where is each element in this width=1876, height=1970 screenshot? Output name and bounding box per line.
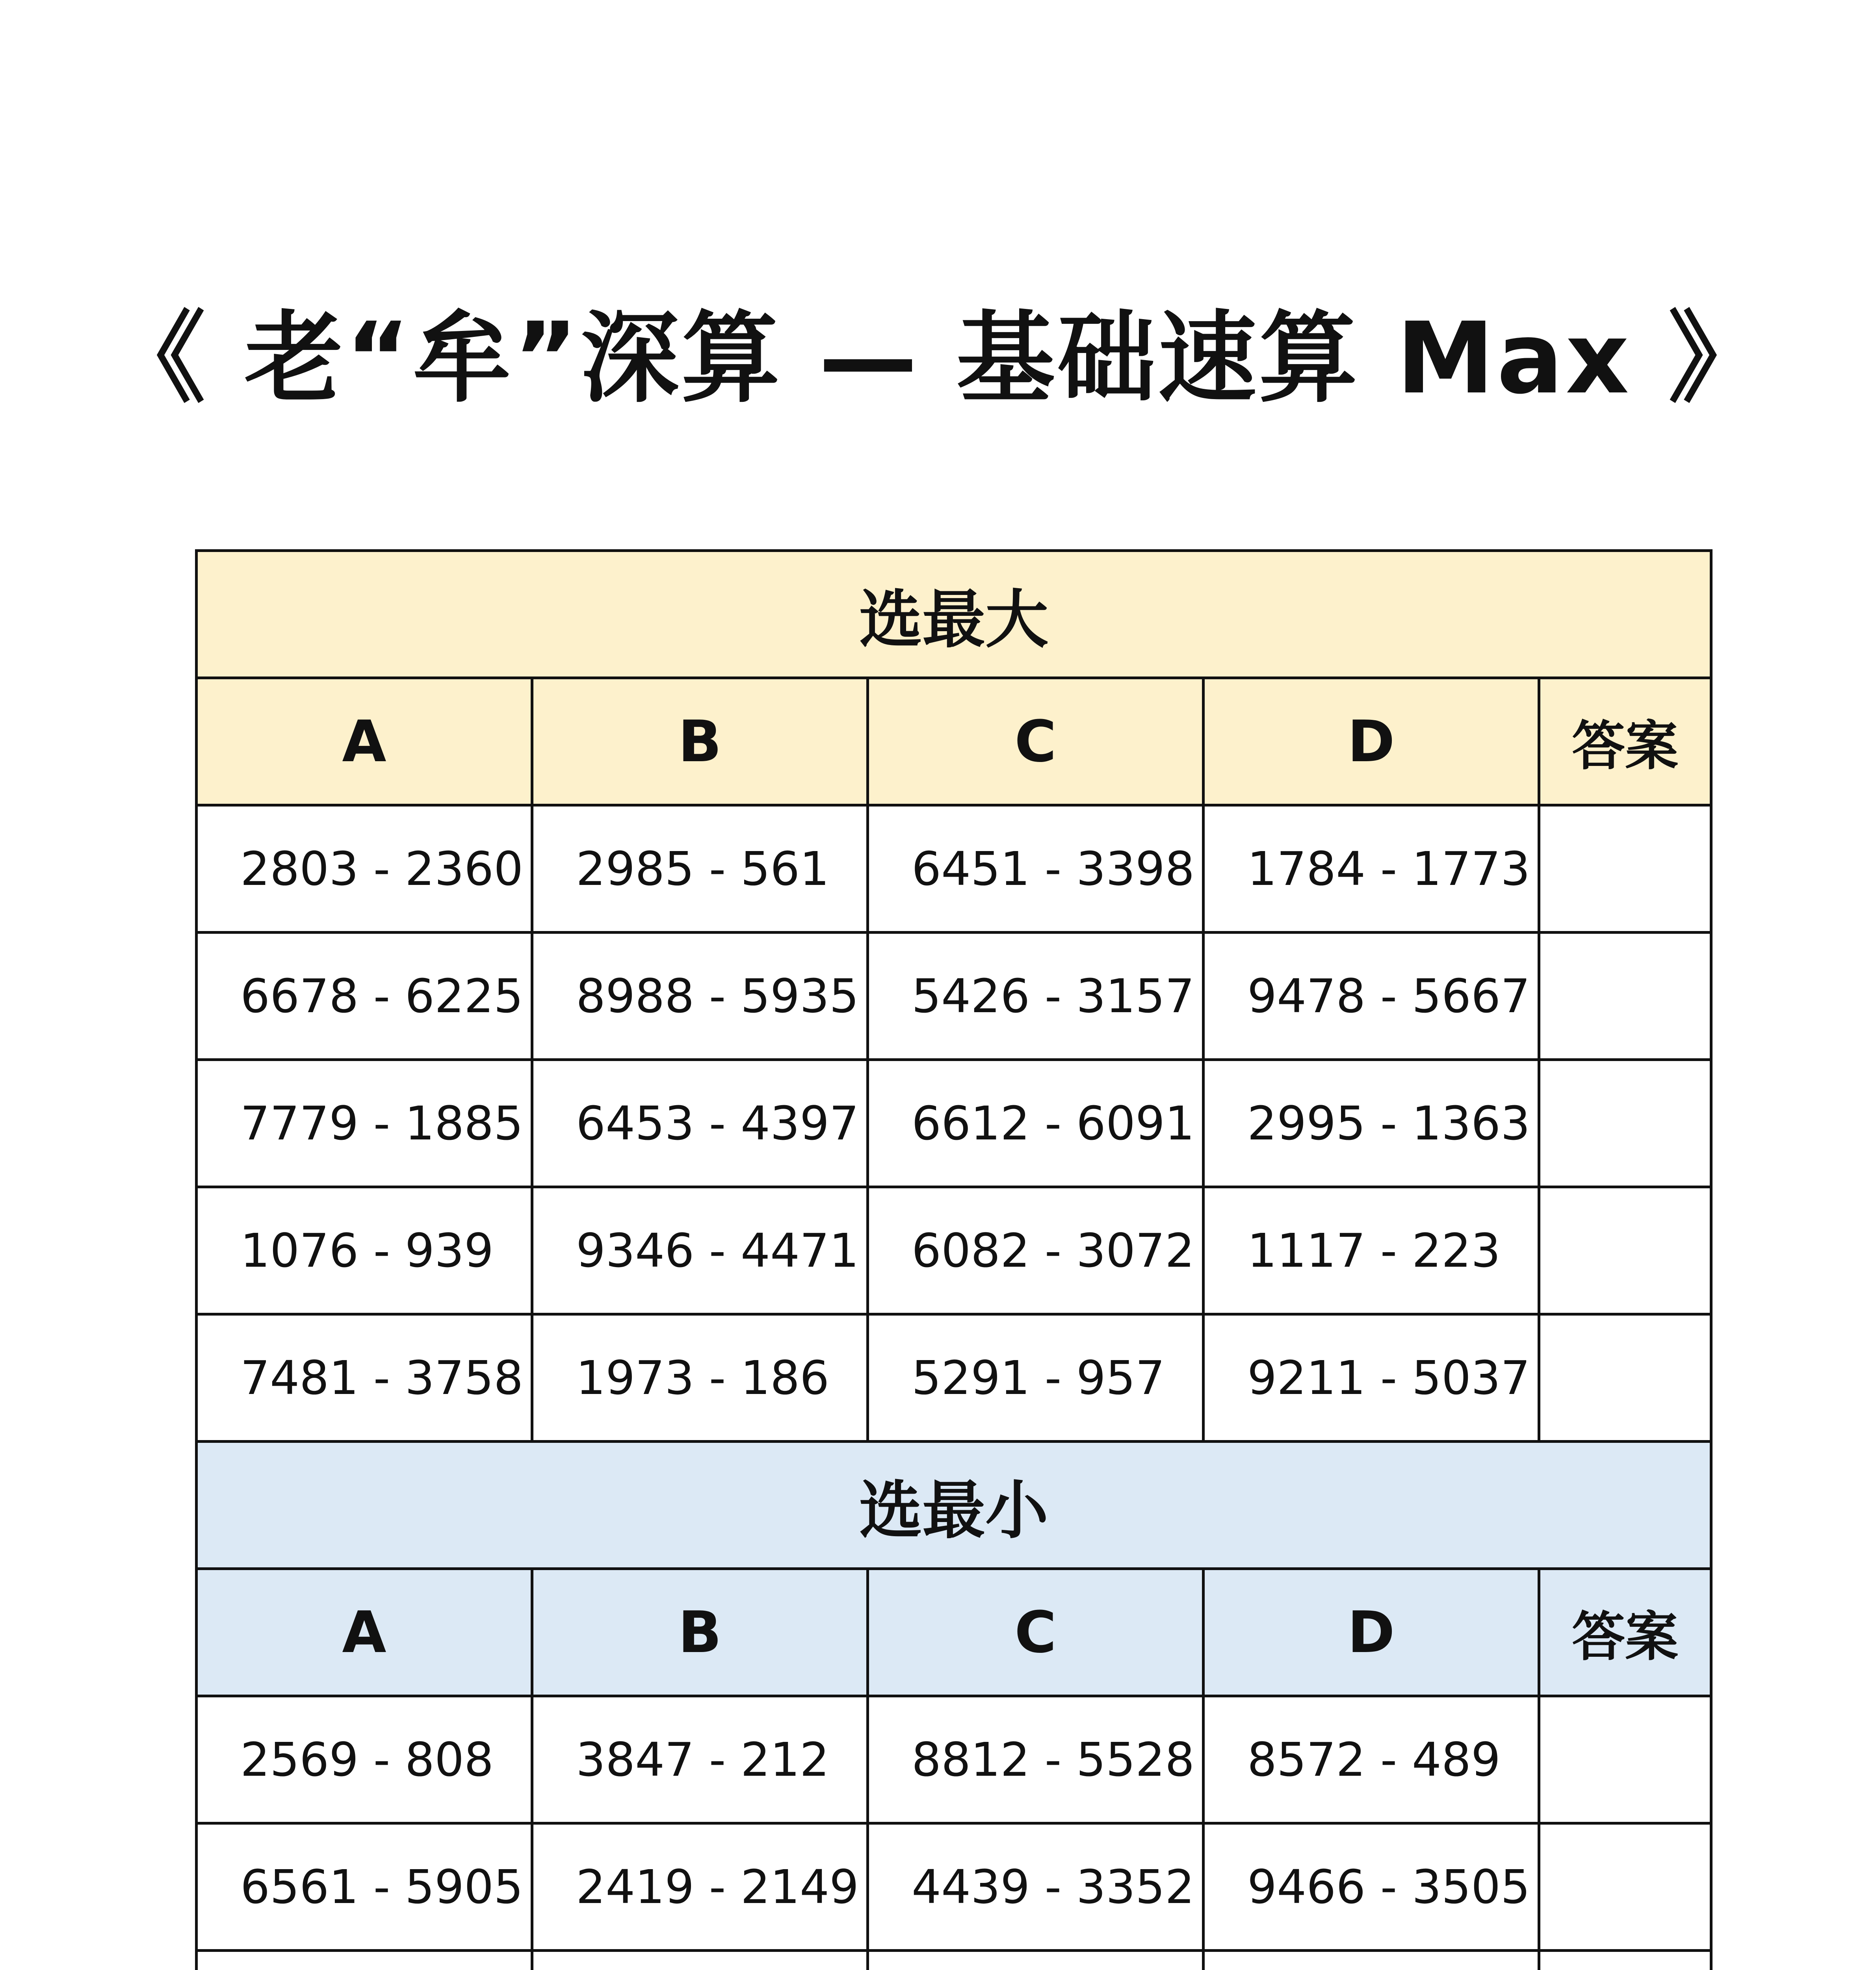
worksheet-table — [195, 549, 1713, 1970]
expression-cell: 1973 - 186 — [532, 1314, 868, 1442]
column-header-row — [197, 1569, 1711, 1696]
section-header-max — [197, 551, 1711, 678]
column-header-answer: 答案 — [1539, 1569, 1711, 1696]
answer-cell[interactable] — [1539, 1314, 1711, 1442]
expression-cell: 4439 - 3352 — [868, 1823, 1204, 1951]
expression-cell: 9346 - 4471 — [532, 1187, 868, 1314]
expression-cell: 1076 - 939 — [197, 1187, 532, 1314]
table-row — [197, 1314, 1711, 1442]
column-header-c: C — [868, 1569, 1204, 1696]
expression-cell: 6561 - 5905 — [197, 1823, 532, 1951]
table-row — [197, 1823, 1711, 1951]
table-row — [197, 1696, 1711, 1823]
expression-cell: 2985 - 561 — [532, 805, 868, 933]
expression-cell — [1204, 1951, 1539, 1970]
expression-cell: 9466 - 3505 — [1204, 1823, 1539, 1951]
column-header-answer: 答案 — [1539, 678, 1711, 805]
expression-cell: 6082 - 3072 — [868, 1187, 1204, 1314]
expression-cell: 2803 - 2360 — [197, 805, 532, 933]
column-header-b: B — [532, 1569, 868, 1696]
answer-cell[interactable] — [1539, 1823, 1711, 1951]
expression-cell: 1784 - 1773 — [1204, 805, 1539, 933]
answer-cell[interactable] — [1539, 933, 1711, 1060]
section-title: 选最小 — [197, 1442, 1711, 1569]
expression-cell: 7481 - 3758 — [197, 1314, 532, 1442]
expression-cell: 8988 - 5935 — [532, 933, 868, 1060]
expression-cell: 8572 - 489 — [1204, 1696, 1539, 1823]
answer-cell[interactable] — [1539, 1187, 1711, 1314]
table-row — [197, 1187, 1711, 1314]
expression-cell: 2995 - 1363 — [1204, 1060, 1539, 1187]
expression-cell: 2569 - 808 — [197, 1696, 532, 1823]
column-header-c: C — [868, 678, 1204, 805]
expression-cell: 6678 - 6225 — [197, 933, 532, 1060]
expression-cell: 9478 - 5667 — [1204, 933, 1539, 1060]
expression-cell: 9211 - 5037 — [1204, 1314, 1539, 1442]
page-title: 《 老“牟”深算 — 基础速算 Max 》 — [107, 301, 1769, 416]
column-header-row — [197, 678, 1711, 805]
column-header-d: D — [1204, 1569, 1539, 1696]
table-row — [197, 805, 1711, 933]
expression-cell: 3847 - 212 — [532, 1696, 868, 1823]
expression-cell: 1117 - 223 — [1204, 1187, 1539, 1314]
expression-cell: 8812 - 5528 — [868, 1696, 1204, 1823]
section-title: 选最大 — [197, 551, 1711, 678]
column-header-d: D — [1204, 678, 1539, 805]
expression-cell: 7779 - 1885 — [197, 1060, 532, 1187]
expression-cell: 6612 - 6091 — [868, 1060, 1204, 1187]
answer-cell[interactable] — [1539, 1060, 1711, 1187]
expression-cell — [868, 1951, 1204, 1970]
table-row — [197, 933, 1711, 1060]
expression-cell: 6453 - 4397 — [532, 1060, 868, 1187]
table-row — [197, 1060, 1711, 1187]
answer-cell[interactable] — [1539, 805, 1711, 933]
answer-cell[interactable] — [1539, 1696, 1711, 1823]
answer-cell[interactable] — [1539, 1951, 1711, 1970]
column-header-a: A — [197, 1569, 532, 1696]
expression-cell — [197, 1951, 532, 1970]
section-header-min — [197, 1442, 1711, 1569]
expression-cell: 5426 - 3157 — [868, 933, 1204, 1060]
expression-cell: 2419 - 2149 — [532, 1823, 868, 1951]
expression-cell: 5291 - 957 — [868, 1314, 1204, 1442]
table-row — [197, 1951, 1711, 1970]
expression-cell: 6451 - 3398 — [868, 805, 1204, 933]
column-header-a: A — [197, 678, 532, 805]
column-header-b: B — [532, 678, 868, 805]
expression-cell — [532, 1951, 868, 1970]
